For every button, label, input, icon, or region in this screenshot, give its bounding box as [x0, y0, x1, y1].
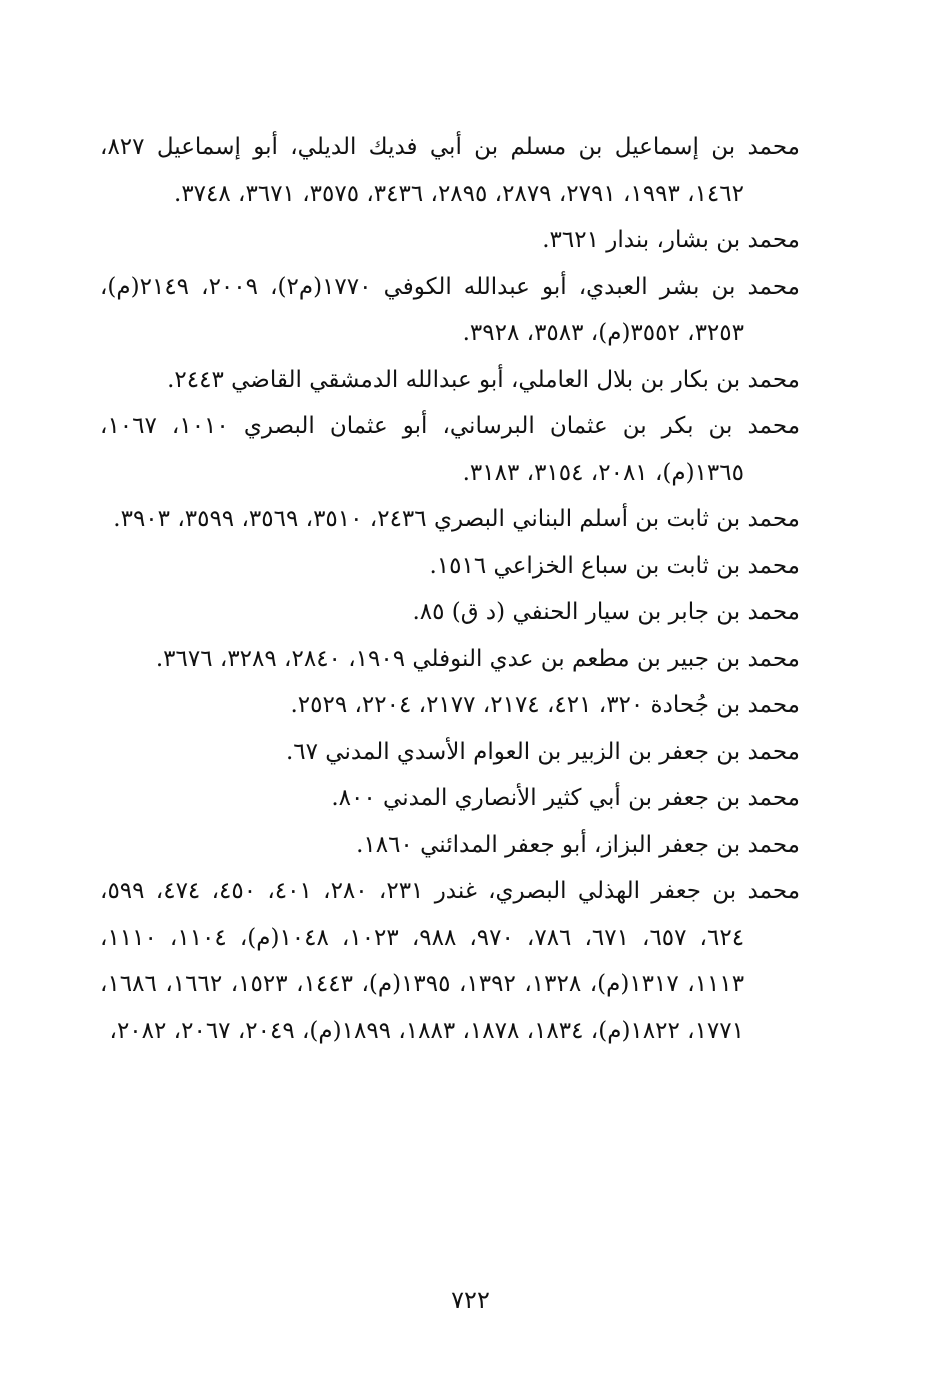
- index-entry-12: محمد بن جعفر بن أبي كثير الأنصاري المدني ٨٠٠.: [331, 785, 800, 811]
- index-entry-9: محمد بن جبير بن مطعم بن عدي النوفلي ١٩٠٩، ٢٨٤٠، ٣٢٨٩، ٣٦٧٦.: [155, 645, 800, 672]
- index-entry-14: محمد بن جعفر الهذلي البصري، غندر ٢٣١، ٢٨٠، ٤٠١، ٤٥٠، ٤٧٤، ٥٩٩، ٦٢٤، ٦٥٧، ٦٧١، ٧٨٦، ٩٧٠، ٩٨٨، ١٠٢٣، ١٠٤٨(م)، ١١٠٤، ١١١٠، ١١١٣، ١٣١٧(م)، ١٣٢٨، ١٣٩٢، ١٣٩٥(م)، ١٤٤٣، ١٥٢٣، ١٦٦٢، ١٦٨٦، ١٧٧١، ١٨٢٢(م)، ١٨٣٤، ١٨٧٨، ١٨٨٣، ١٨٩٩(م)، ٢٠٤٩، ٢٠٦٧، ٢٠٨٢،: [100, 878, 801, 1044]
- index-entry-10: محمد بن جُحادة ٣٢٠، ٤٢١، ٢١٧٤، ٢١٧٧، ٢٢٠٤، ٢٥٢٩.: [290, 692, 800, 718]
- page-number: ٧٢٢: [451, 1286, 490, 1314]
- index-entry-2: محمد بن بشار، بندار ٣٦٢١.: [542, 227, 800, 253]
- index-entry-13: محمد بن جعفر البزاز، أبو جعفر المدائني ١٨٦٠.: [356, 831, 800, 858]
- index-entry-6: محمد بن ثابت بن أسلم البناني البصري ٢٤٣٦، ٣٥١٠، ٣٥٦٩، ٣٥٩٩، ٣٩٠٣.: [113, 506, 800, 532]
- index-entry-8: محمد بن جابر بن سيار الحنفي (د ق) ٨٥.: [412, 599, 800, 625]
- index-entry-7: محمد بن ثابت بن سباع الخزاعي ١٥١٦.: [429, 552, 800, 579]
- index-entry-11: محمد بن جعفر بن الزبير بن العوام الأسدي المدني ٦٧.: [285, 738, 800, 765]
- index-entry-4: محمد بن بكار بن بلال العاملي، أبو عبدالله الدمشقي القاضي ٢٤٤٣.: [167, 366, 800, 393]
- index-entry-1: محمد بن إسماعيل بن مسلم بن أبي فديك الديلي، أبو إسماعيل ٨٢٧، ١٤٦٢، ١٩٩٣، ٢٧٩١، ٢٨٧٩، ٢٨٩٥، ٣٤٣٦، ٣٥٧٥، ٣٦٧١، ٣٧٤٨.: [100, 134, 800, 207]
- index-entries: [100, 124, 800, 1054]
- index-entry-3: محمد بن بشر العبدي، أبو عبدالله الكوفي ١٧٧٠(م٢)، ٢٠٠٩، ٢١٤٩(م)، ٣٢٥٣، ٣٥٥٢(م)، ٣٥٨٣، ٣٩٢٨.: [100, 273, 800, 346]
- index-entry-5: محمد بن بكر بن عثمان البرساني، أبو عثمان البصري ١٠١٠، ١٠٦٧، ١٣٦٥(م)، ٢٠٨١، ٣١٥٤، ٣١٨٣.: [100, 413, 801, 486]
